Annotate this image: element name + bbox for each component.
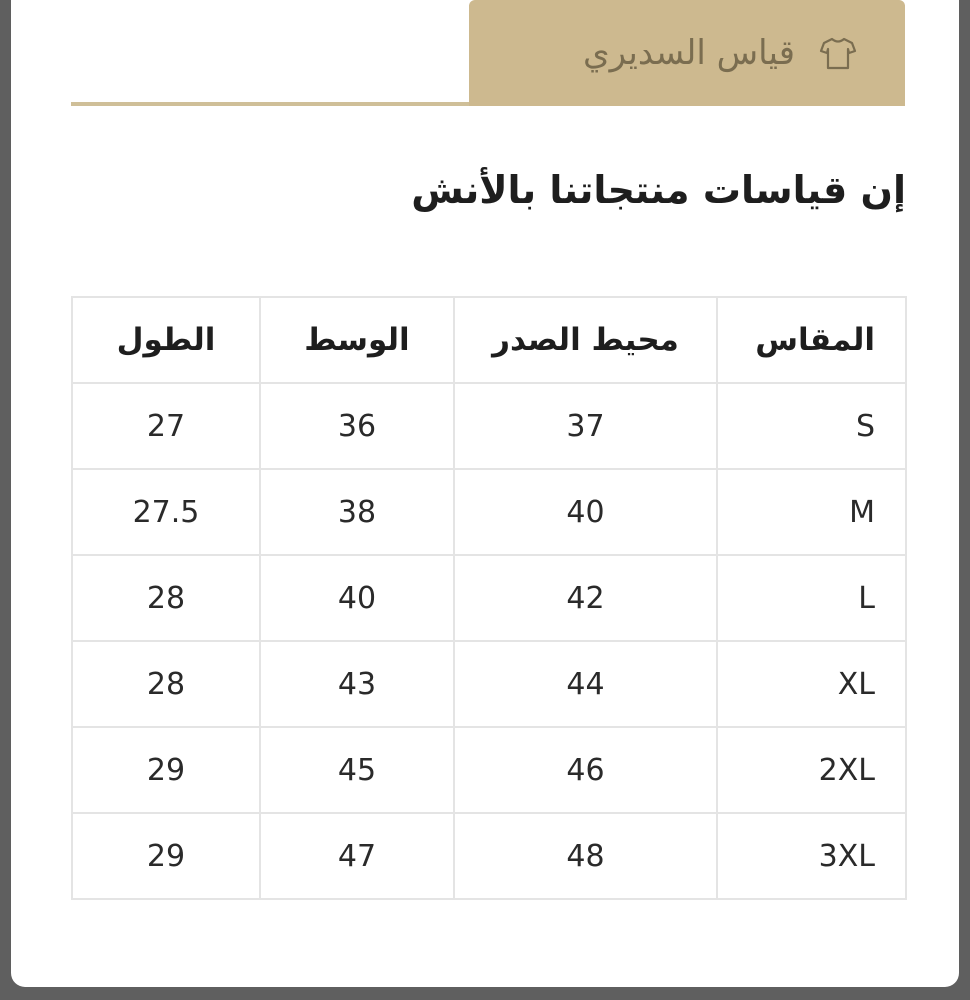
header-waist: الوسط: [260, 297, 454, 383]
cell-waist: 38: [260, 469, 454, 555]
header-size: المقاس: [717, 297, 906, 383]
table-row: [72, 555, 906, 641]
cell-chest: 48: [454, 813, 717, 899]
cell-length: 28: [72, 641, 260, 727]
cell-size: XL: [717, 641, 906, 727]
table-row: [72, 727, 906, 813]
tab-label: قياس السديري: [582, 33, 795, 73]
cell-size: 3XL: [717, 813, 906, 899]
header-chest: محيط الصدر: [454, 297, 717, 383]
cell-waist: 45: [260, 727, 454, 813]
cell-chest: 40: [454, 469, 717, 555]
cell-size: L: [717, 555, 906, 641]
table-row: [72, 383, 906, 469]
cell-size: 2XL: [717, 727, 906, 813]
cell-chest: 44: [454, 641, 717, 727]
cell-chest: 42: [454, 555, 717, 641]
tab-bar: [71, 0, 905, 106]
cell-length: 29: [72, 813, 260, 899]
cell-length: 27.5: [72, 469, 260, 555]
cell-chest: 46: [454, 727, 717, 813]
cell-waist: 36: [260, 383, 454, 469]
cell-waist: 43: [260, 641, 454, 727]
cell-size: M: [717, 469, 906, 555]
cell-length: 29: [72, 727, 260, 813]
size-table: [71, 296, 907, 900]
page-title: إن قياسات منتجاتنا بالأنش: [411, 168, 906, 212]
cell-length: 27: [72, 383, 260, 469]
cell-waist: 40: [260, 555, 454, 641]
cell-length: 28: [72, 555, 260, 641]
cell-waist: 47: [260, 813, 454, 899]
tshirt-icon: [817, 32, 859, 74]
tab-sudairy-size[interactable]: [469, 0, 905, 106]
table-row: [72, 813, 906, 899]
size-guide-panel: [11, 0, 959, 987]
header-length: الطول: [72, 297, 260, 383]
table-row: [72, 469, 906, 555]
cell-chest: 37: [454, 383, 717, 469]
table-row: [72, 641, 906, 727]
table-header-row: [72, 297, 906, 383]
cell-size: S: [717, 383, 906, 469]
